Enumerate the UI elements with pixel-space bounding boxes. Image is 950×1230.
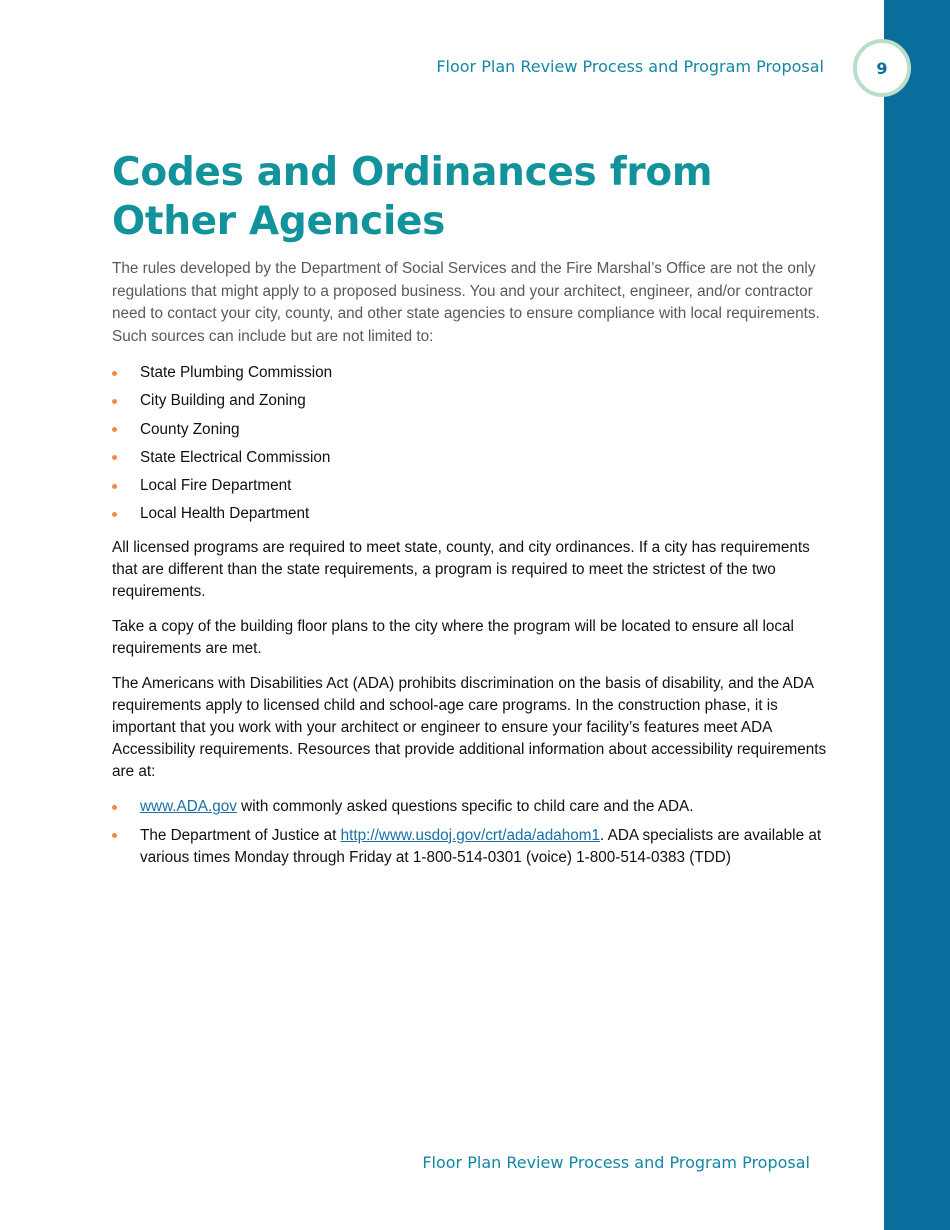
running-header: Floor Plan Review Process and Program Proposal <box>436 57 824 76</box>
doj-ada-link[interactable]: http://www.usdoj.gov/crt/ada/adahom1 <box>340 826 601 844</box>
floor-plans-paragraph: Take a copy of the building floor plans to the city where the program will be located to ensure all local requirements are met. <box>112 618 794 658</box>
list-item: State Plumbing Commission <box>112 362 836 384</box>
list-item: The Department of Justice at http://www.usdoj.gov/crt/ada/adahom1. ADA specialists are available at various times Monday through Friday at 1-800-514-0301 (voice) 1-800-514-0383 (TDD) <box>112 825 836 869</box>
running-footer: Floor Plan Review Process and Program Proposal <box>422 1153 810 1172</box>
bullet-icon <box>112 427 117 432</box>
agency-list <box>112 362 836 525</box>
resource-list <box>112 796 836 868</box>
list-item: City Building and Zoning <box>112 390 836 412</box>
page-content <box>112 148 836 881</box>
list-item: Local Health Department <box>112 503 836 525</box>
bullet-icon <box>112 371 117 376</box>
ada-paragraph: The Americans with Disabilities Act (ADA) prohibits discrimination on the basis of disability, and the ADA requirements apply to licensed child and school-age care programs. In the construction phase, it is important that you work with your architect or engineer to ensure your facility’s features meet ADA Accessibility requirements. Resources that provide additional information about accessibility requirements are at: <box>112 675 827 781</box>
page-number-badge: 9 <box>853 39 911 97</box>
list-item: State Electrical Commission <box>112 447 836 469</box>
bullet-icon <box>112 455 117 460</box>
bullet-icon <box>112 512 117 517</box>
bullet-icon <box>112 833 117 838</box>
bullet-icon <box>112 805 117 810</box>
page-heading: Codes and Ordinances from Other Agencies <box>112 150 713 244</box>
intro-paragraph: The rules developed by the Department of Social Services and the Fire Marshal’s Office are not the only regulations that might apply to a proposed business. You and your architect, engineer, and/or contractor need to contact your city, county, and other state agencies to ensure compliance with local requirements. Such sources can include but are not limited to: <box>112 260 820 345</box>
bullet-icon <box>112 484 117 489</box>
bullet-icon <box>112 399 117 404</box>
ordinances-paragraph: All licensed programs are required to meet state, county, and city ordinances. If a city has requirements that are different than the state requirements, a program is required to meet the strictest of the two requirements. <box>112 539 810 601</box>
side-color-bar <box>884 0 950 1230</box>
list-item: www.ADA.gov with commonly asked questions specific to child care and the ADA. <box>112 796 836 818</box>
ada-gov-link[interactable]: www.ADA.gov <box>140 798 237 816</box>
list-item: County Zoning <box>112 419 836 441</box>
list-item: Local Fire Department <box>112 475 836 497</box>
